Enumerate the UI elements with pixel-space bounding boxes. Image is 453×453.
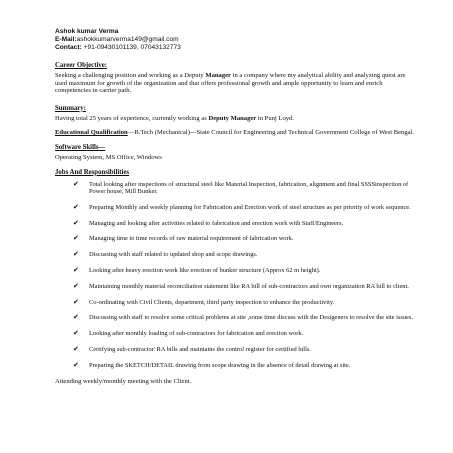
list-item [73,235,417,242]
list-item [73,346,417,353]
check-icon: ✔ [73,234,79,243]
list-item [73,204,417,211]
list-item [73,251,417,258]
list-item [73,299,417,306]
software-skills-heading: Software Skills— [55,143,106,151]
responsibilities-list [55,181,417,370]
check-icon: ✔ [73,179,79,188]
list-item-text: Looking after heavy erection work like erection of bunker structure (Approx 62 m height). [89,266,321,274]
email-line [55,36,417,44]
list-item [73,267,417,274]
list-item-text: Preparing Monthly and weekly planning for Fabrication and Erection work of steel structure as per priority of work sequence. [89,203,411,211]
list-item-text: Managing time to time records of raw material requirement of fabrication work. [89,235,294,243]
check-icon: ✔ [73,297,79,306]
email-label: E-Mail: [55,36,77,43]
list-item-text: Discussing with staff related to updated shop and scope drawings. [89,251,258,259]
education-label: Educational Qualification [55,129,128,137]
career-objective-heading: Career Objective: [55,62,108,69]
jobs-heading: Jobs And Responsibilities [55,168,130,176]
check-icon: ✔ [73,313,79,322]
career-objective-text: Seeking a challenging position and working as a Deputy Manager in a company where my analytical ability and analyzing quest are used maximum for growth of the organization and that offers professional growth and ample opportunity to learn and enrich competencies in carrier path. [55,72,406,95]
check-icon: ✔ [73,344,79,353]
check-icon: ✔ [73,281,79,290]
contact-block [55,28,417,52]
list-item [73,314,417,321]
check-icon: ✔ [73,360,79,369]
list-item [73,362,417,369]
list-item [73,220,417,227]
list-item [73,283,417,290]
education-block [55,129,417,137]
check-icon: ✔ [73,218,79,227]
list-item-text: Managing and looking after activities related to fabrication and erection work with Staff/Engineers. [89,219,344,227]
phone-number: +91-09430101139, 07043132773 [83,44,181,51]
list-item-text: Co-ordinating with Civil Clients, department, third party inspection to enhance the productivity. [89,298,335,306]
education-text: —B.Tech (Mechanical)—State Council for Engineering and Technical Government College of West Bengal. [127,129,415,137]
summary-heading: Summary: [55,104,86,112]
check-icon: ✔ [73,265,79,274]
list-item-text: Certifying sub-contractor' RA bills and maintains the control register for certified bills. [89,345,311,353]
check-icon: ✔ [73,250,79,259]
list-item [73,330,417,337]
list-item-text: Looking after monthly loading of sub-contractors for fabrication and erection work. [89,330,304,338]
list-item [73,181,417,196]
list-item-text: Discussing with staff to resolve some critical problems at site ,some time discuss with the Desigeners to resolve the site issues. [89,314,413,322]
list-item-text: Maintaining monthly material reconciliation statement like RA bill of sub-contractors and own organization RA bill to client. [89,282,409,290]
email-address: ashokkumarverma149@gmail.com [76,36,179,43]
phone-line [55,44,417,52]
software-skills-text: Operating System, MS Office, Windows [55,153,162,161]
summary-text: Having total 25 years of experience, currently working as Deputy Manager in Punj Loyd. [55,114,294,122]
phone-label: Contact: [55,44,82,51]
check-icon: ✔ [73,329,79,338]
list-item-text: Preparing the SKETCH/DETAIL drawing from scope drawing in the absence of detail drawing at site. [89,361,351,369]
closing-line: Attending weekly/monthly meeting with the Client. [55,377,192,385]
check-icon: ✔ [73,202,79,211]
list-item-text: Total looking after inspections of structural steel like Material Inspection, fabrication, alignment and final SSSSinspection of Power house, Mill Bunker. [89,180,409,195]
candidate-name: Ashok kumar Verma [55,28,119,35]
